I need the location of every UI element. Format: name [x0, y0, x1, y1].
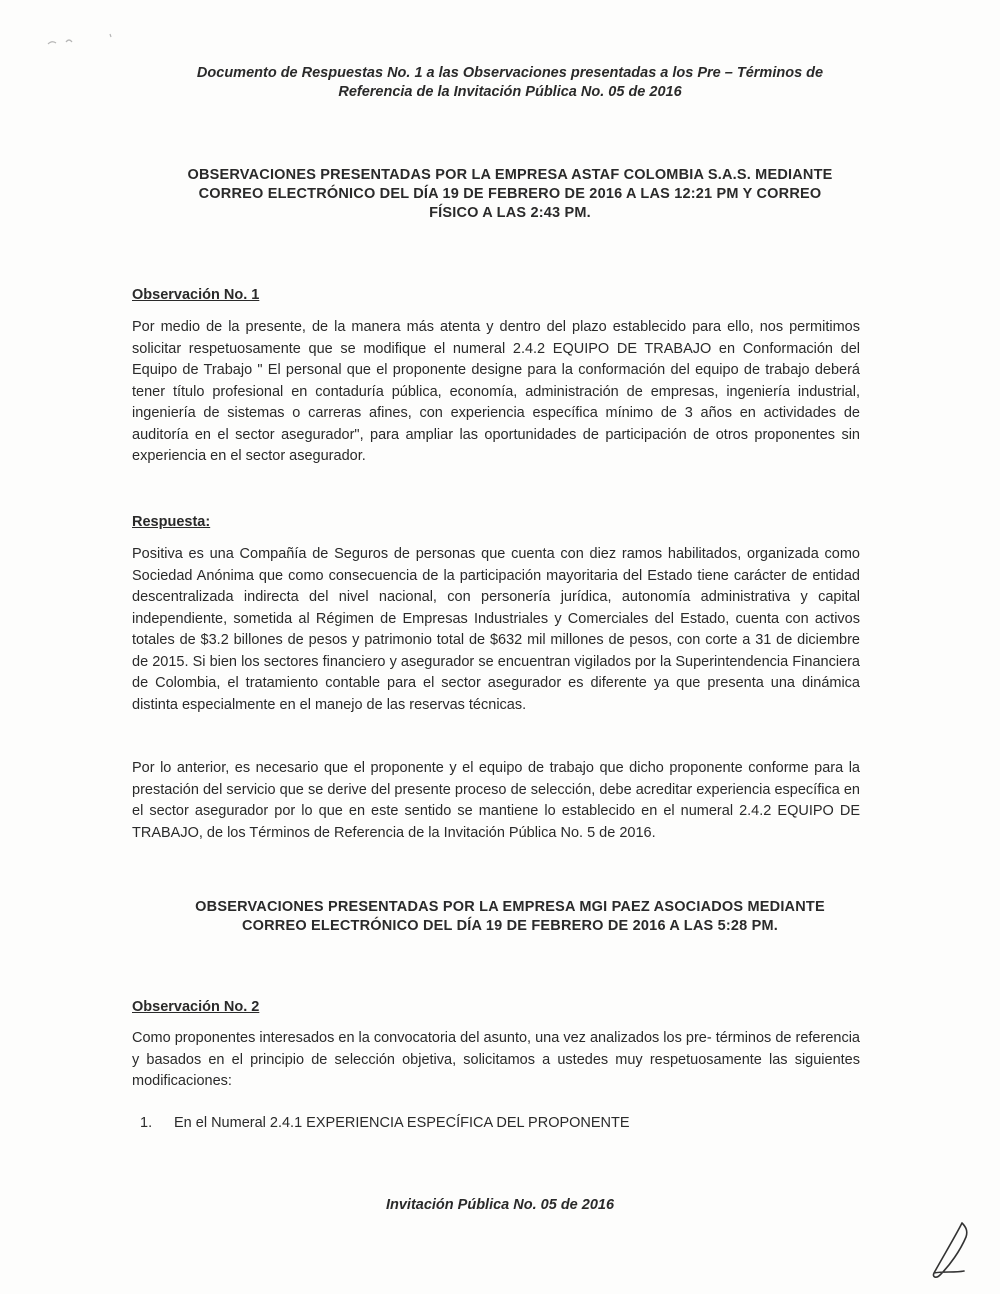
list-item-text: En el Numeral 2.4.1 EXPERIENCIA ESPECÍFICA DEL PROPONENTE [174, 1115, 630, 1131]
list-item [140, 1113, 860, 1133]
respuesta-1-label: Respuesta: [132, 514, 211, 530]
observacion-2-text: Como proponentes interesados en la convocatoria del asunto, una vez analizados los pre- términos de referencia y basados en el principio de selección objetiva, solicitamos a ustedes muy respetuosamente las siguientes modificaciones: [132, 1030, 860, 1089]
respuesta-1-paragraph-1: Positiva es una Compañía de Seguros de personas que cuenta con diez ramos habilitados, organizada como Sociedad Anónima que como consecuencia de la participación mayoritaria del Estado tiene carácter de entidad descentralizada indirecta del nivel nacional, con personería jurídica, autonomía administrativa y capital independiente, sometida al Régimen de Empresas Industriales y Comerciales del Estado, cuenta con activos totales de $3.2 billones de pesos y patrimonio total de $632 mil millones de pesos, con corte a 31 de diciembre de 2015. Si bien los sectores financiero y asegurador se encuentran vigilados por la Superintendencia Financiera de Colombia, el tratamiento contable para el sector asegurador es diferente ya que presenta una dinámica distinta especialmente en el manejo de las reservas técnicas. [132, 546, 860, 713]
observacion-1-text: Por medio de la presente, de la manera más atenta y dentro del plazo establecido para ello, nos permitimos solicitar respetuosamente que se modifique el numeral 2.4.2 EQUIPO DE TRABAJO en Conformación del Equipo de Trabajo " El personal que el proponente designe para la conformación del equipo de trabajo deberá tener título profesional en contaduría pública, economía, administración de empresas, ingeniería industrial, ingeniería de sistemas o carreras afines, con experiencia específica mínimo de 3 años en actividades de auditoría en el sector asegurador", para ampliar las oportunidades de participación de otros proponentes sin experiencia en el sector asegurador. [132, 319, 860, 464]
observacion-1-label: Observación No. 1 [132, 287, 260, 303]
section-2-title [120, 898, 900, 936]
section-2-title-line-1: OBSERVACIONES PRESENTADAS POR LA EMPRESA MGI PAEZ ASOCIADOS MEDIANTE [195, 899, 825, 915]
scan-mark-icon [40, 28, 120, 52]
header-line-1: Documento de Respuestas No. 1 a las Observaciones presentadas a los Pre – Términos de [196, 65, 824, 81]
section-2-title-line-2: CORREO ELECTRÓNICO DEL DÍA 19 DE FEBRERO DE 2016 A LAS 5:28 PM. [241, 918, 779, 934]
header-line-2: Referencia de la Invitación Pública No. 05 de 2016 [338, 84, 682, 100]
respuesta-1-paragraph-2: Por lo anterior, es necesario que el proponente y el equipo de trabajo que dicho proponente conforme para la prestación del servicio que se derive del presente proceso de selección, debe acreditar experiencia específica en el sector asegurador por lo que en este sentido se mantiene lo establecido en el numeral 2.4.2 EQUIPO DE TRABAJO, de los Términos de Referencia de la Invitación Pública No. 5 de 2016. [132, 760, 860, 841]
section-1-title-line-1: OBSERVACIONES PRESENTADAS POR LA EMPRESA ASTAF COLOMBIA S.A.S. MEDIANTE [187, 167, 833, 183]
section-1-title-line-3: FÍSICO A LAS 2:43 PM. [429, 205, 591, 221]
initials-signature-icon [920, 1215, 980, 1285]
section-1-title-line-2: CORREO ELECTRÓNICO DEL DÍA 19 DE FEBRERO DE 2016 A LAS 12:21 PM Y CORREO [198, 186, 822, 202]
observacion-2-label: Observación No. 2 [132, 999, 260, 1015]
list-item-number: 1. [140, 1115, 153, 1131]
document-footer: Invitación Pública No. 05 de 2016 [385, 1197, 615, 1213]
section-1-title [120, 166, 900, 223]
document-header [120, 64, 900, 102]
